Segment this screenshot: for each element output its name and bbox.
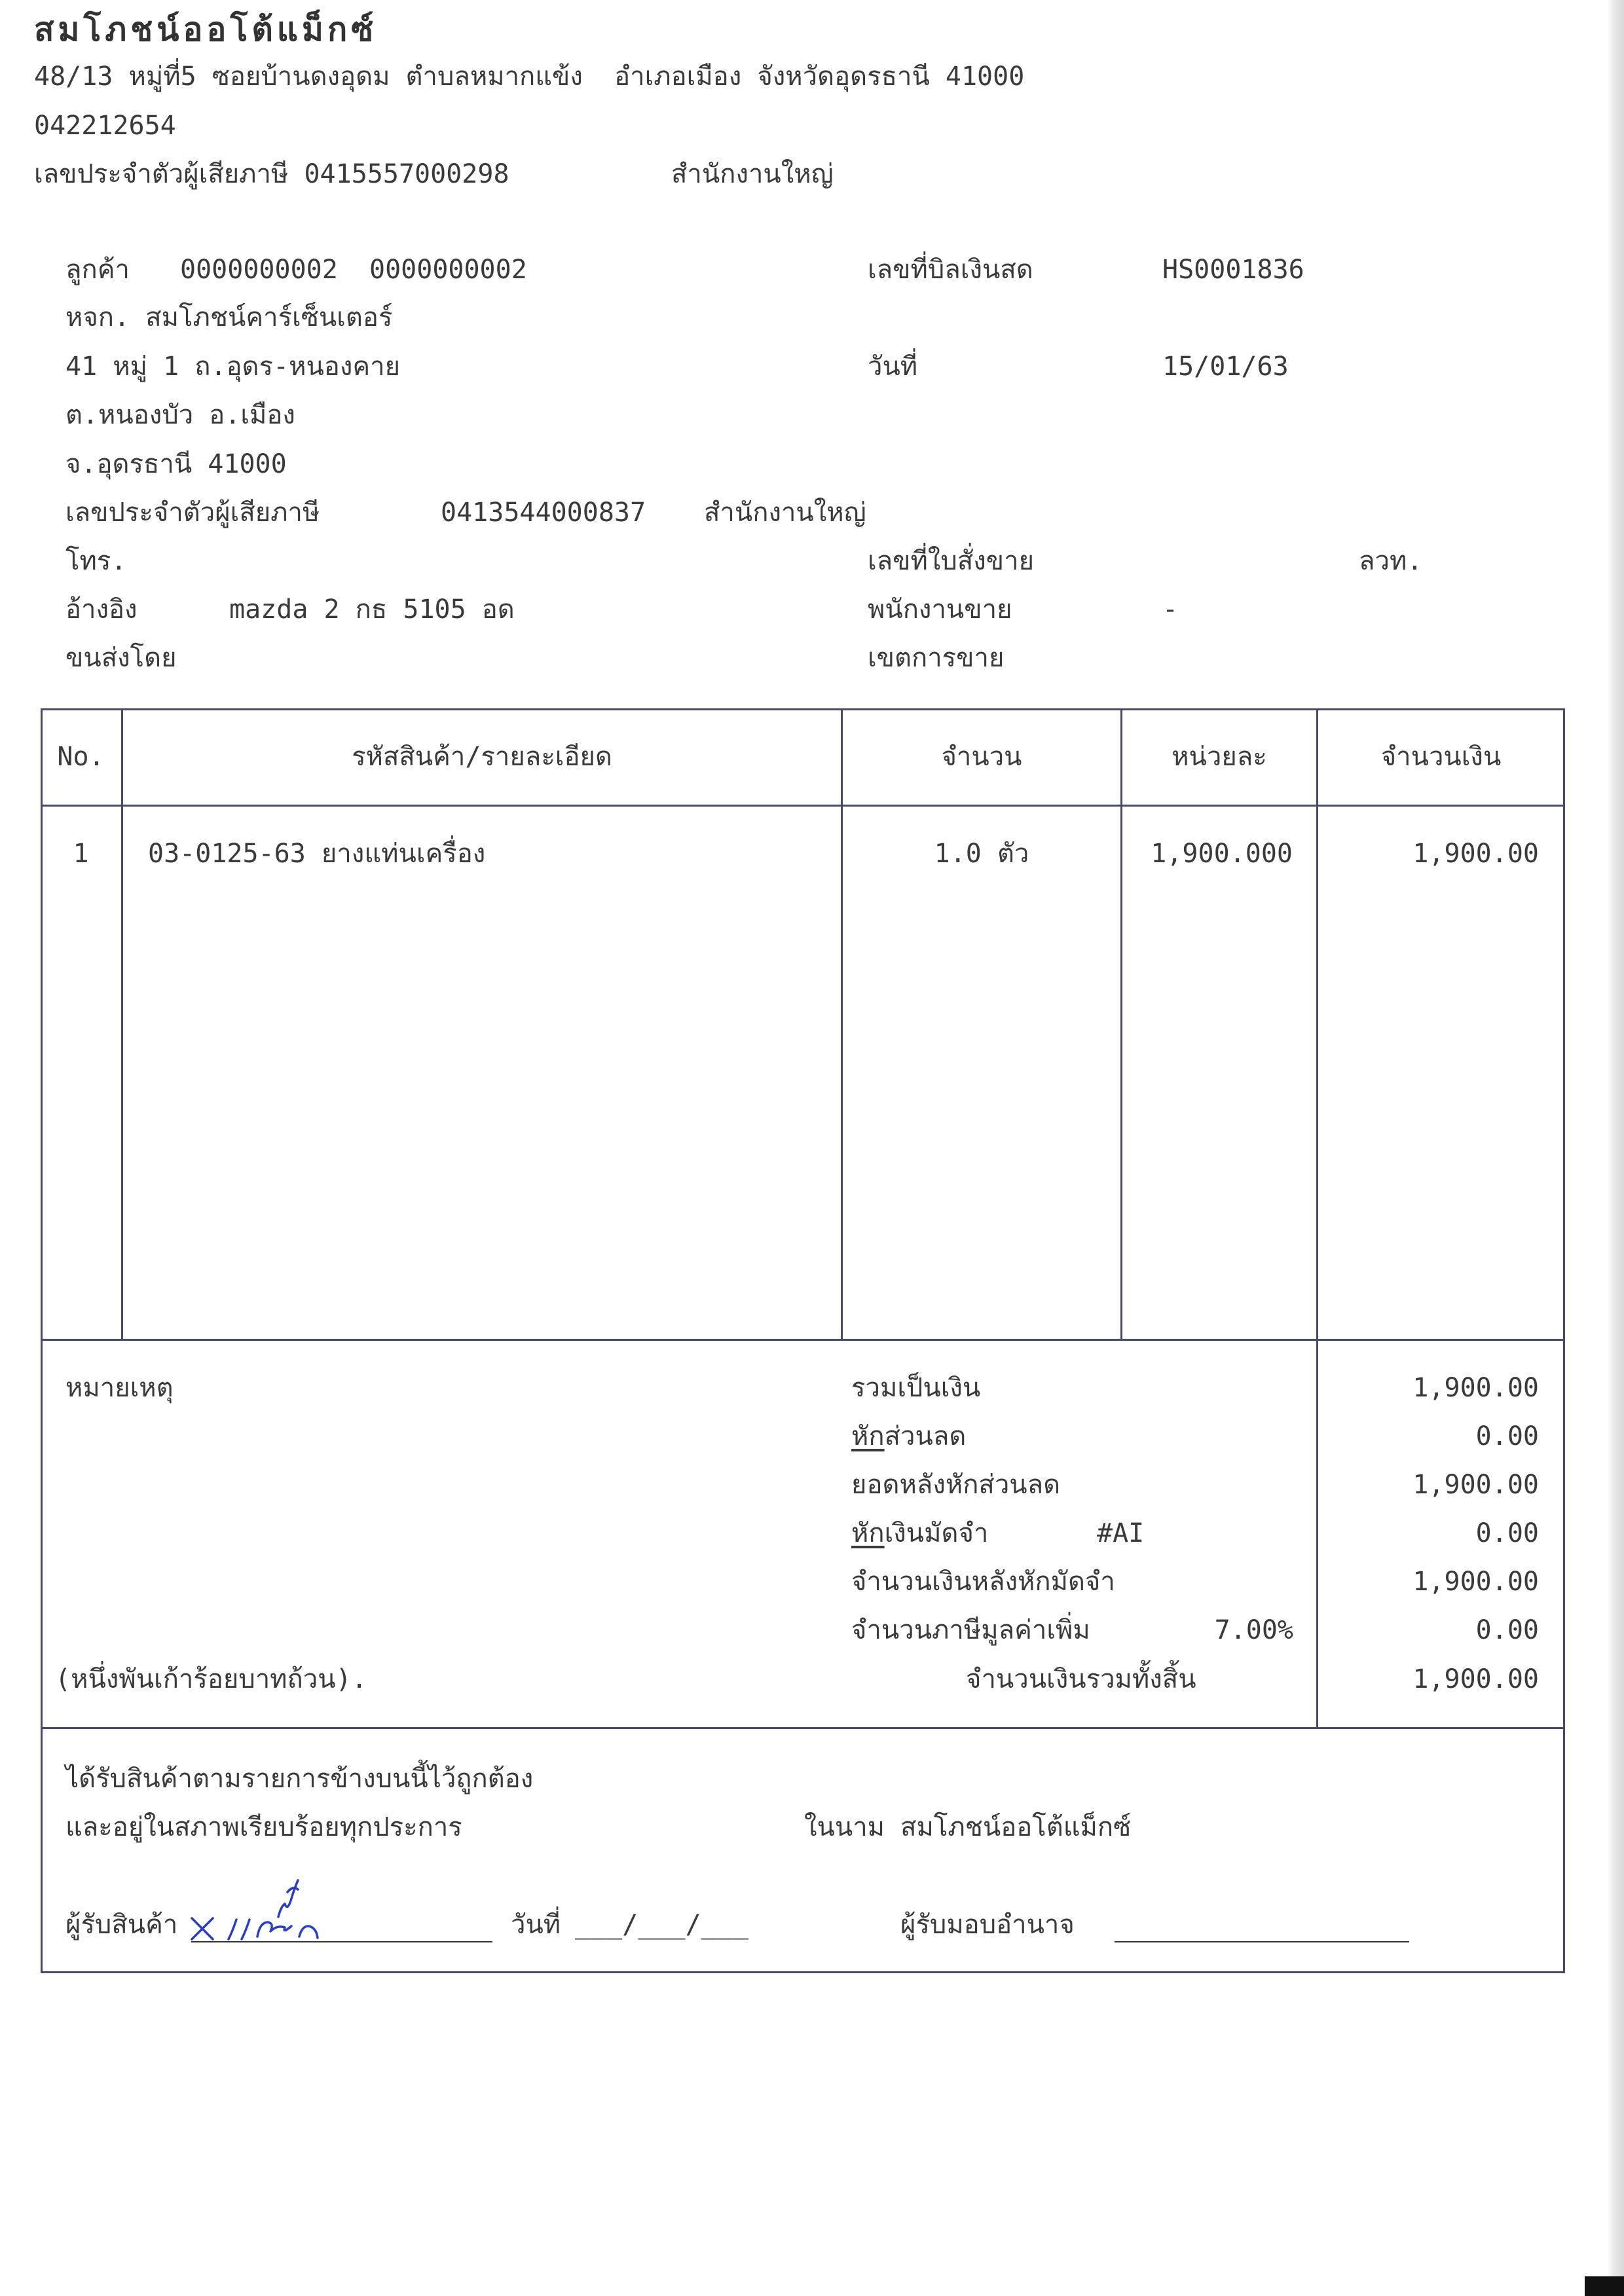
authorized-signature-line <box>1115 1941 1409 1942</box>
scan-edge-shadow <box>1607 0 1624 2296</box>
col-divider-1 <box>121 708 123 1341</box>
on-behalf-of: ในนาม สมโภชน์ออโต้แม็กซ์ <box>804 1812 1132 1842</box>
vat-rate: 7.00% <box>1214 1615 1293 1645</box>
subtotal-value: 1,900.00 <box>1412 1373 1539 1403</box>
customer-address-line3: จ.อุดรธานี 41000 <box>65 449 287 479</box>
row-no: 1 <box>73 839 89 869</box>
sales-zone-label: เขตการขาย <box>868 643 1005 673</box>
deposit-code: #AI <box>1097 1518 1145 1548</box>
header-unit-price: หน่วยละ <box>1172 742 1267 772</box>
discount-label <box>851 1423 966 1449</box>
col-divider-2 <box>841 708 843 1341</box>
receipt-date-blank: ___/___/___ <box>575 1910 748 1940</box>
receiver-signature <box>187 1866 344 1944</box>
deposit-value: 0.00 <box>1475 1518 1539 1548</box>
row-unit-price: 1,900.000 <box>1151 839 1293 869</box>
row-description: 03-0125-63 ยางแท่นเครื่อง <box>148 839 486 869</box>
discount-value: 0.00 <box>1475 1421 1539 1451</box>
vat-value: 0.00 <box>1475 1615 1539 1645</box>
customer-address-line2: ต.หนองบัว อ.เมือง <box>65 400 295 430</box>
row-quantity: 1.0 ตัว <box>934 839 1029 869</box>
salesperson-label: พนักงานขาย <box>868 594 1012 625</box>
subtotal-label: รวมเป็นเงิน <box>851 1373 981 1403</box>
customer-code: 0000000002 0000000002 <box>180 255 527 285</box>
authorized-label: ผู้รับมอบอำนาจ <box>900 1910 1075 1940</box>
table-body-divider <box>41 1339 1565 1341</box>
receipt-statement-line1: ได้รับสินค้าตามรายการข้างบนนี้ไว้ถูกต้อง <box>65 1764 534 1794</box>
customer-tax-id: 0413544000837 <box>441 498 646 528</box>
bill-date-label: วันที่ <box>868 352 918 382</box>
bill-number-value: HS0001836 <box>1162 255 1304 285</box>
company-name: สมโภชน์ออโต้แม็กซ์ <box>34 10 378 48</box>
shipping-label: ขนส่งโดย <box>65 643 177 673</box>
customer-address-line1: 41 หมู่ 1 ถ.อุดร-หนองคาย <box>65 352 401 382</box>
remark-label: หมายเหตุ <box>65 1373 174 1403</box>
company-tax-id: เลขประจำตัวผู้เสียภาษี 0415557000298 <box>34 159 509 189</box>
table-header-divider <box>41 805 1565 807</box>
after-deposit-label: จำนวนเงินหลังหักมัดจำ <box>851 1567 1115 1597</box>
discount-text: ส่วนลด <box>884 1421 967 1451</box>
scan-corner-mark <box>1585 2276 1624 2296</box>
bill-date-value: 15/01/63 <box>1162 352 1289 382</box>
summary-divider <box>41 1727 1565 1729</box>
customer-branch: สำนักงานใหญ่ <box>704 498 866 528</box>
deposit-text: เงินมัดจำ <box>884 1518 989 1548</box>
receipt-date-label: วันที่ <box>511 1910 561 1940</box>
sales-order-label: เลขที่ใบสั่งขาย <box>868 546 1035 576</box>
receiver-label: ผู้รับสินค้า <box>65 1910 178 1940</box>
company-address: 48/13 หมู่ที่5 ซอยบ้านดงอุดม ตำบลหมากแข้ง อำเภอเมือง จังหวัดอุดรธานี 41000 <box>34 62 1025 92</box>
grand-total-value: 1,900.00 <box>1412 1664 1539 1694</box>
reference-label: อ้างอิง <box>65 594 138 625</box>
bill-number-label: เลขที่บิลเงินสด <box>868 255 1033 285</box>
header-quantity: จำนวน <box>941 742 1022 772</box>
company-phone: 042212654 <box>34 111 176 141</box>
customer-tax-label: เลขประจำตัวผู้เสียภาษี <box>65 498 320 528</box>
header-amount: จำนวนเงิน <box>1380 742 1502 772</box>
sales-order-value: ลวท. <box>1359 546 1423 576</box>
amount-in-words: (หนึ่งพันเก้าร้อยบาทถ้วน). <box>55 1664 367 1694</box>
deduct-prefix: หัก <box>851 1518 885 1548</box>
col-divider-3 <box>1120 708 1122 1341</box>
after-discount-value: 1,900.00 <box>1412 1470 1539 1500</box>
header-description: รหัสสินค้า/รายละเอียด <box>352 742 612 772</box>
deduct-prefix: หัก <box>851 1421 885 1451</box>
reference-value: mazda 2 กธ 5105 อด <box>229 594 515 625</box>
customer-label: ลูกค้า <box>65 255 130 285</box>
vat-label: จำนวนภาษีมูลค่าเพิ่ม <box>851 1615 1090 1645</box>
receipt-statement-line2: และอยู่ในสภาพเรียบร้อยทุกประการ <box>65 1812 462 1842</box>
after-deposit-value: 1,900.00 <box>1412 1567 1539 1597</box>
salesperson-value: - <box>1162 594 1179 625</box>
grand-total-label: จำนวนเงินรวมทั้งสิ้น <box>966 1664 1196 1694</box>
header-no: No. <box>57 742 105 772</box>
deposit-label <box>851 1520 988 1546</box>
after-discount-label: ยอดหลังหักส่วนลด <box>851 1470 1061 1500</box>
customer-name: หจก. สมโภชน์คาร์เซ็นเตอร์ <box>65 302 393 333</box>
company-branch: สำนักงานใหญ่ <box>671 159 834 189</box>
customer-phone-label: โทร. <box>65 546 127 576</box>
row-amount: 1,900.00 <box>1412 839 1539 869</box>
